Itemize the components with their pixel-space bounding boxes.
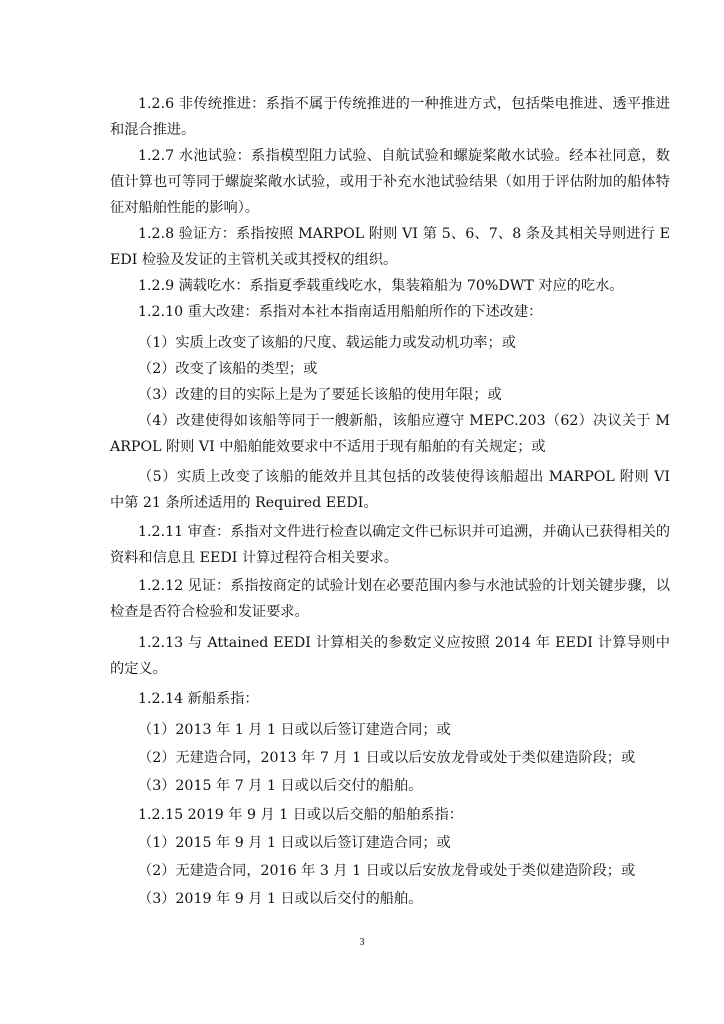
paragraph-1-2-13: 1.2.13 与 Attained EEDI 计算相关的参数定义应按照 2014 年 EEDI 计算导则中的定义。 [110,635,670,677]
page-number: 3 [359,937,365,948]
paragraph-1-2-15: 1.2.15 2019 年 9 月 1 日或以后交船的船舶系指： [138,807,463,823]
list-item: （2）改变了该船的类型；或 [138,361,318,377]
paragraph-1-2-8: 1.2.8 验证方：系指按照 MARPOL 附则 VI 第 5、6、7、8 条及其相关导则进行 EEDI 检验及发证的主管机关或其授权的组织。 [110,226,670,268]
paragraph-1-2-10: 1.2.10 重大改建：系指对本社本指南适用船舶所作的下述改建： [138,304,543,320]
paragraph-1-2-11: 1.2.11 审查：系指对文件进行检查以确定文件已标识并可追溯，并确认已获得相关的资料和信息且 EEDI 计算过程符合相关要求。 [110,524,671,566]
paragraph-1-2-9: 1.2.9 满载吃水：系指夏季载重线吃水，集装箱船为 70%DWT 对应的吃水。 [138,278,624,294]
list-item: （4）改建使得如该船等同于一艘新船，该船应遵守 MEPC.203（62）决议关于 MARPOL 附则 VI 中船舶能效要求中不适用于现有船舶的有关规定；或 [110,413,670,455]
list-item: （5）实质上改变了该船的能效并且其包括的改装使得该船超出 MARPOL 附则 VI 中第 21 条所述适用的 Required EEDI。 [110,469,670,511]
list-item: （3）2015 年 7 月 1 日或以后交付的船舶。 [138,778,423,794]
paragraph-1-2-12: 1.2.12 见证：系指按商定的试验计划在必要范围内参与水池试验的计划关键步骤，以检查是否符合检验和发证要求。 [110,578,671,620]
list-item: （3）改建的目的实际上是为了要延长该船的使用年限；或 [138,387,502,403]
list-item: （2）无建造合同，2016 年 3 月 1 日或以后安放龙骨或处于类似建造阶段；或 [138,863,636,879]
list-item: （3）2019 年 9 月 1 日或以后交付的船舶。 [138,891,423,907]
paragraph-1-2-14: 1.2.14 新船系指： [138,691,259,707]
list-item: （1）2013 年 1 月 1 日或以后签订建造合同；或 [138,722,451,738]
paragraph-1-2-6: 1.2.6 非传统推进：系指不属于传统推进的一种推进方式，包括柴电推进、透平推进和混合推进。 [110,96,670,138]
paragraph-1-2-7: 1.2.7 水池试验：系指模型阻力试验、自航试验和螺旋桨敞水试验。经本社同意，数值计算也可等同于螺旋桨敞水试验，或用于补充水池试验结果（如用于评估附加的船体特征对船舶性能的影响）。 [110,148,670,216]
list-item: （1）2015 年 9 月 1 日或以后签订建造合同；或 [138,835,451,851]
list-item: （1）实质上改变了该船的尺度、载运能力或发动机功率；或 [138,335,516,351]
list-item: （2）无建造合同，2013 年 7 月 1 日或以后安放龙骨或处于类似建造阶段；或 [138,750,636,766]
